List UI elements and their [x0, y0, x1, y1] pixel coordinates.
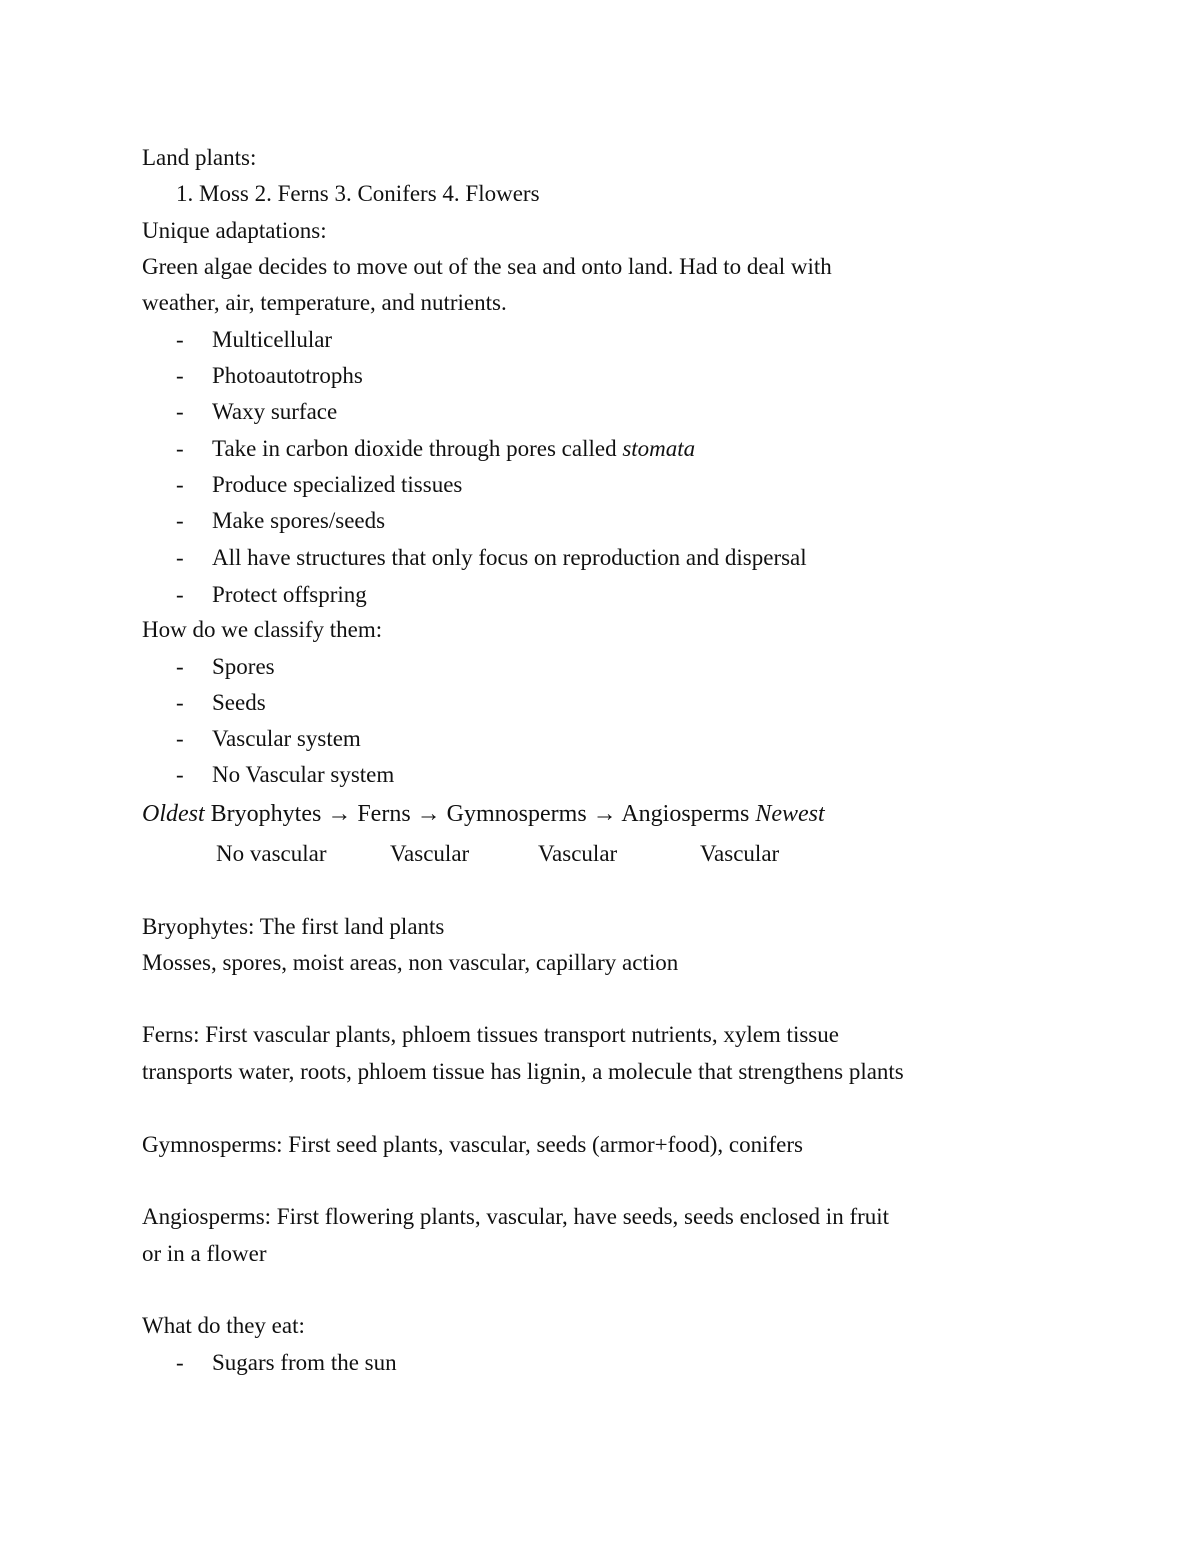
- list-item: [212, 431, 695, 467]
- bullet-marker: -: [176, 472, 184, 497]
- list-item: All have structures that only focus on reproduction and dispersal: [212, 545, 807, 570]
- heading-land-plants: Land plants:: [142, 145, 257, 170]
- list-item: Produce specialized tissues: [212, 472, 463, 497]
- stomata-term: stomata: [622, 436, 696, 461]
- bullet-marker: -: [176, 1350, 184, 1375]
- timeline-label: Vascular: [700, 841, 780, 866]
- bullet-marker: -: [176, 508, 184, 533]
- list-item: Vascular system: [212, 726, 361, 751]
- list-item: Sugars from the sun: [212, 1350, 397, 1375]
- heading-unique-adaptations: Unique adaptations:: [142, 218, 327, 243]
- bullet-marker: -: [176, 726, 184, 751]
- ferns-line-1: Ferns: First vascular plants, phloem tissues transport nutrients, xylem tissue: [142, 1022, 839, 1047]
- timeline-sequence: Bryophytes → Ferns → Gymnosperms → Angiosperms: [204, 801, 756, 827]
- bullet-marker: -: [176, 690, 184, 715]
- bullet-marker: -: [176, 654, 184, 679]
- bullet-marker: -: [176, 399, 184, 424]
- list-item: Make spores/seeds: [212, 508, 386, 533]
- list-item: Protect offspring: [212, 582, 367, 607]
- list-item: Spores: [212, 654, 275, 679]
- gymnosperms-line: Gymnosperms: First seed plants, vascular, seeds (armor+food), conifers: [142, 1132, 804, 1157]
- list-item: Waxy surface: [212, 399, 338, 424]
- timeline-label: Vascular: [390, 841, 470, 866]
- bullet-marker: -: [176, 363, 184, 388]
- timeline-label: Vascular: [538, 841, 618, 866]
- list-item: Photoautotrophs: [212, 363, 363, 388]
- intro-line-2: weather, air, temperature, and nutrients.: [142, 290, 507, 315]
- heading-classify: How do we classify them:: [142, 617, 383, 642]
- bryophytes-desc: Mosses, spores, moist areas, non vascular, capillary action: [142, 950, 679, 975]
- list-item: Seeds: [212, 690, 266, 715]
- list-item: No Vascular system: [212, 762, 395, 787]
- heading-what-eat: What do they eat:: [142, 1313, 305, 1338]
- timeline-oldest: Oldest: [142, 801, 205, 827]
- list-item: Multicellular: [212, 327, 333, 352]
- bullet-marker: -: [176, 582, 184, 607]
- intro-line-1: Green algae decides to move out of the sea and onto land. Had to deal with: [142, 254, 832, 279]
- evolution-timeline: [142, 796, 825, 832]
- bullet-marker: -: [176, 545, 184, 570]
- timeline-newest: Newest: [755, 801, 825, 827]
- angiosperms-line-1: Angiosperms: First flowering plants, vascular, have seeds, seeds enclosed in fruit: [142, 1204, 890, 1229]
- ferns-line-2: transports water, roots, phloem tissue has lignin, a molecule that strengthens plants: [142, 1059, 904, 1084]
- timeline-label: No vascular: [216, 841, 327, 866]
- angiosperms-line-2: or in a flower: [142, 1241, 267, 1266]
- bullet-marker: -: [176, 327, 184, 352]
- bullet-marker: -: [176, 436, 184, 461]
- list-item-text: Take in carbon dioxide through pores called: [212, 436, 623, 461]
- numbered-list: 1. Moss 2. Ferns 3. Conifers 4. Flowers: [176, 181, 540, 206]
- bullet-marker: -: [176, 762, 184, 787]
- bryophytes-title: Bryophytes: The first land plants: [142, 914, 445, 939]
